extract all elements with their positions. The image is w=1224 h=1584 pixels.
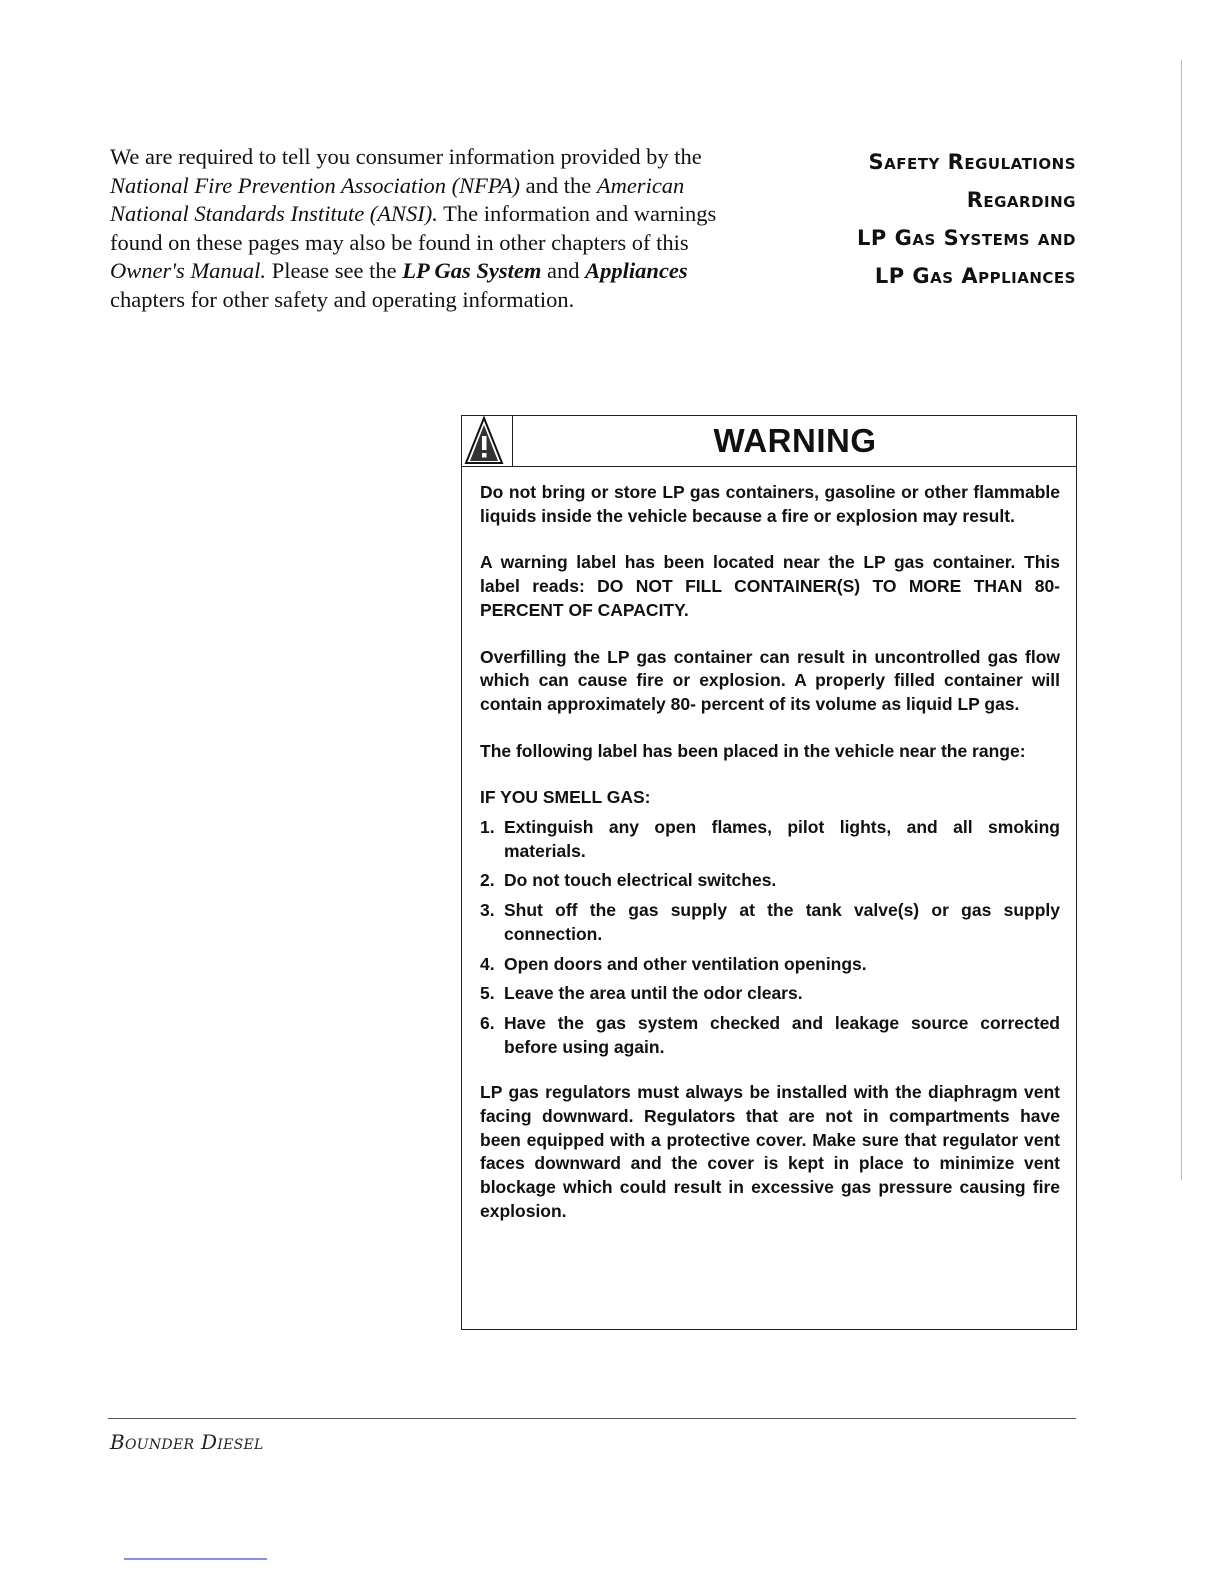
warning-paragraph: Do not bring or store LP gas containers, gasoline or other flammable liquids inside the vehicle because a fire or explosion may result.: [480, 482, 1060, 526]
warning-paragraph: A warning label has been located near the LP gas container. This label reads: DO NOT FILL CONTAINER(S) TO MORE THAN 80-PERCENT OF CAPACITY.: [480, 552, 1060, 620]
intro-text: We are required to tell you consumer information provided by the: [110, 144, 702, 169]
intro-text: and: [541, 258, 586, 283]
step-number: 1.: [480, 817, 495, 838]
intro-text: chapters for other safety and operating information.: [110, 286, 575, 312]
intro-text: The information and warnings found on these pages may also be found in other chapters of this: [110, 201, 717, 255]
gas-smell-steps: [480, 816, 1060, 1059]
step-text: Open doors and other ventilation openings.: [504, 953, 867, 974]
owners-manual-reference: Owner's Manual.: [110, 258, 267, 283]
warning-title: WARNING: [713, 422, 877, 459]
gas-smell-heading: IF YOU SMELL GAS:: [480, 787, 651, 808]
section-title-line: Regarding: [966, 188, 1076, 212]
section-title: [746, 143, 1076, 295]
warning-paragraph: LP gas regulators must always be installed with the diaphragm vent facing downward. Regulators that are not in compartments have been equipped with a protective cover. Make sure that regulator vent faces downward and the cover is kept in place to minimize vent blockage which could result in excessive gas pressure causing fire explosion.: [480, 1082, 1060, 1221]
list-item: [480, 899, 1060, 946]
list-item: [480, 982, 1060, 1006]
warning-box: [461, 415, 1077, 1330]
warning-paragraph: Overfilling the LP gas container can result in uncontrolled gas flow which can cause fire or explosion. A properly filled container will contain approximately 80- percent of its volume as liquid LP gas.: [480, 646, 1060, 714]
intro-text: Please see the: [266, 258, 403, 283]
step-number: 4.: [480, 953, 495, 974]
warning-header: [462, 416, 1076, 467]
footer-brand: Bounder Diesel: [110, 1430, 264, 1454]
step-text: Do not touch electrical switches.: [504, 870, 777, 891]
step-number: 2.: [480, 870, 495, 891]
list-item: [480, 1012, 1060, 1059]
list-item: [480, 869, 1060, 893]
list-item: [480, 953, 1060, 977]
page-edge-line: [1181, 60, 1182, 1180]
list-item: [480, 816, 1060, 863]
step-number: 6.: [480, 1012, 495, 1033]
header-divider: [512, 416, 513, 466]
intro-text: and the: [519, 172, 597, 198]
nfpa-reference: National Fire Prevention Association (NFPA): [110, 172, 520, 198]
warning-paragraph: The following label has been placed in the vehicle near the range:: [480, 740, 1026, 761]
step-text: Shut off the gas supply at the tank valve(s) or gas supply connection.: [504, 900, 1060, 944]
footer-divider: [108, 1418, 1076, 1419]
section-title-line: LP Gas Systems and: [857, 226, 1076, 250]
warning-triangle-icon: [462, 416, 514, 466]
bottom-mark-line: [124, 1558, 267, 1560]
warning-body: [462, 467, 1076, 1224]
step-number: 5.: [480, 983, 495, 1004]
appliances-reference: Appliances: [585, 258, 688, 283]
step-number: 3.: [480, 900, 495, 921]
step-text: Have the gas system checked and leakage source corrected before using again.: [504, 1012, 1060, 1057]
lp-gas-system-reference: LP Gas System: [402, 258, 542, 283]
intro-paragraph: [110, 143, 735, 314]
section-title-line: LP Gas Appliances: [874, 264, 1076, 288]
step-text: Leave the area until the odor clears.: [504, 983, 803, 1004]
ansi-reference: American National Standards Institute (ANSI).: [110, 172, 685, 226]
section-title-line: Safety Regulations: [868, 150, 1076, 174]
step-text: Extinguish any open flames, pilot lights, and all smoking materials.: [504, 817, 1060, 861]
